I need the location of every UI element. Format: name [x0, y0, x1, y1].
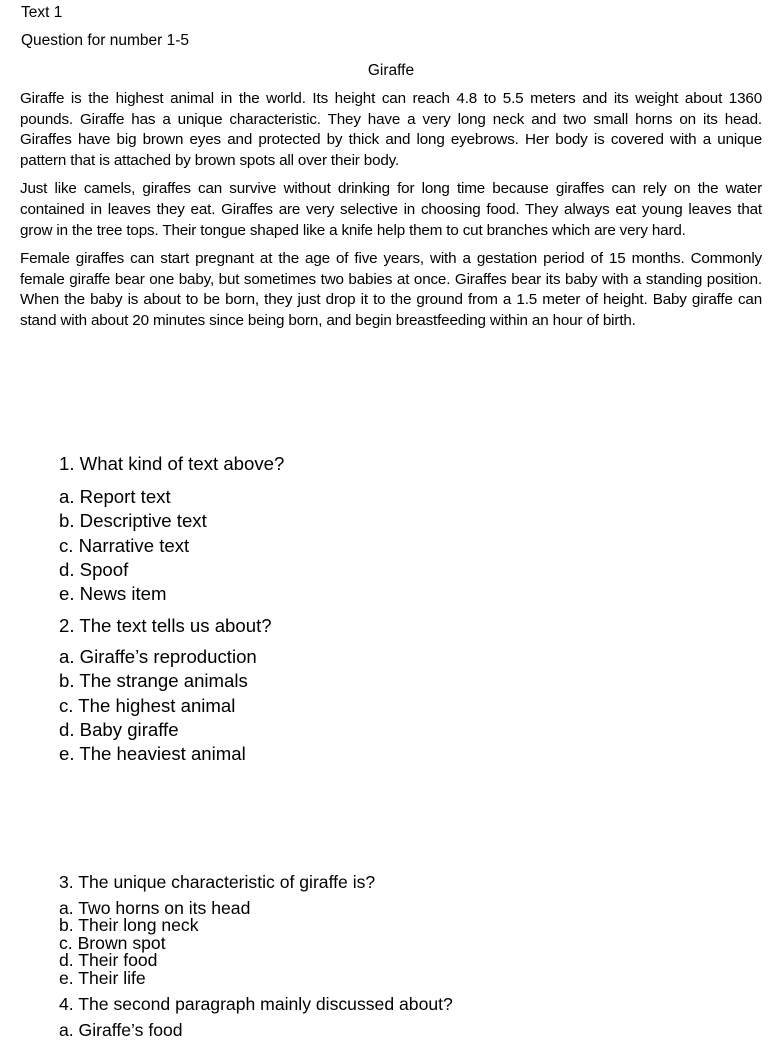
question-2-options	[59, 645, 739, 766]
question-1-option-c[interactable]: c. Narrative text	[59, 534, 190, 556]
question-2-option-e[interactable]: e. The heaviest animal	[59, 743, 246, 765]
reading-passage	[20, 89, 762, 340]
question-4	[59, 993, 739, 1042]
question-3-option-c[interactable]: c. Brown spot	[59, 932, 166, 953]
question-3-option-b[interactable]: b. Their long neck	[59, 915, 199, 936]
question-4-options	[59, 1018, 739, 1042]
question-1-option-e[interactable]: e. News item	[59, 583, 167, 605]
passage-paragraph-3: Female giraffes can start pregnant at the age of five years, with a gestation period of 15 months. Commonly female giraffe bear one baby, but sometimes two babies at once. Giraffes bear its baby with a standing position. When the baby is about to be born, they just drop it to the ground from a 1.5 meter of height. Baby giraffe can stand with about 20 minutes since being born, and begin breastfeeding within an hour of birth.	[20, 250, 762, 329]
question-1-text: 1. What kind of text above?	[59, 453, 285, 474]
passage-title: Giraffe	[367, 62, 415, 79]
question-3-options	[59, 900, 739, 987]
question-1-option-b[interactable]: b. Descriptive text	[59, 510, 207, 532]
question-2-option-d[interactable]: d. Baby giraffe	[59, 718, 179, 740]
question-1	[59, 452, 739, 606]
question-2-text: 2. The text tells us about?	[59, 615, 272, 636]
question-1-options	[59, 485, 739, 606]
question-3-option-d[interactable]: d. Their food	[59, 950, 158, 971]
question-2	[59, 614, 739, 766]
passage-paragraph-1: Giraffe is the highest animal in the world. Its height can reach 4.8 to 5.5 meters and its weight about 1360 pounds. Giraffe has a unique characteristic. They have a very long neck and two small horns on its head. Giraffes have big brown eyes and protected by thick and long eyebrows. Her body is covered with a unique pattern that is attached by brown spots all over their body.	[20, 90, 762, 169]
question-2-option-c[interactable]: c. The highest animal	[59, 694, 236, 716]
question-1-option-d[interactable]: d. Spoof	[59, 558, 129, 580]
question-4-text: 4. The second paragraph mainly discussed about?	[59, 994, 453, 1014]
question-2-option-a[interactable]: a. Giraffe’s reproduction	[59, 646, 257, 667]
text-number-label: Text 1	[21, 4, 63, 21]
question-3-text: 3. The unique characteristic of giraffe is?	[59, 872, 376, 892]
question-2-option-b[interactable]: b. The strange animals	[59, 670, 248, 692]
question-4-option-a[interactable]: a. Giraffe’s food	[59, 1020, 183, 1040]
question-3	[59, 871, 739, 987]
question-1-option-a[interactable]: a. Report text	[59, 486, 171, 507]
passage-paragraph-2: Just like camels, giraffes can survive without drinking for long time because giraffes can rely on the water contained in leaves they eat. Giraffes are very selective in choosing food. They always eat young leaves that grow in the tree tops. Their tongue shaped like a knife help them to cut branches which are very hard.	[20, 180, 762, 239]
question-3-option-e[interactable]: e. Their life	[59, 967, 146, 988]
question-3-option-a[interactable]: a. Two horns on its head	[59, 898, 251, 918]
question-range-instruction: Question for number 1-5	[21, 32, 190, 49]
